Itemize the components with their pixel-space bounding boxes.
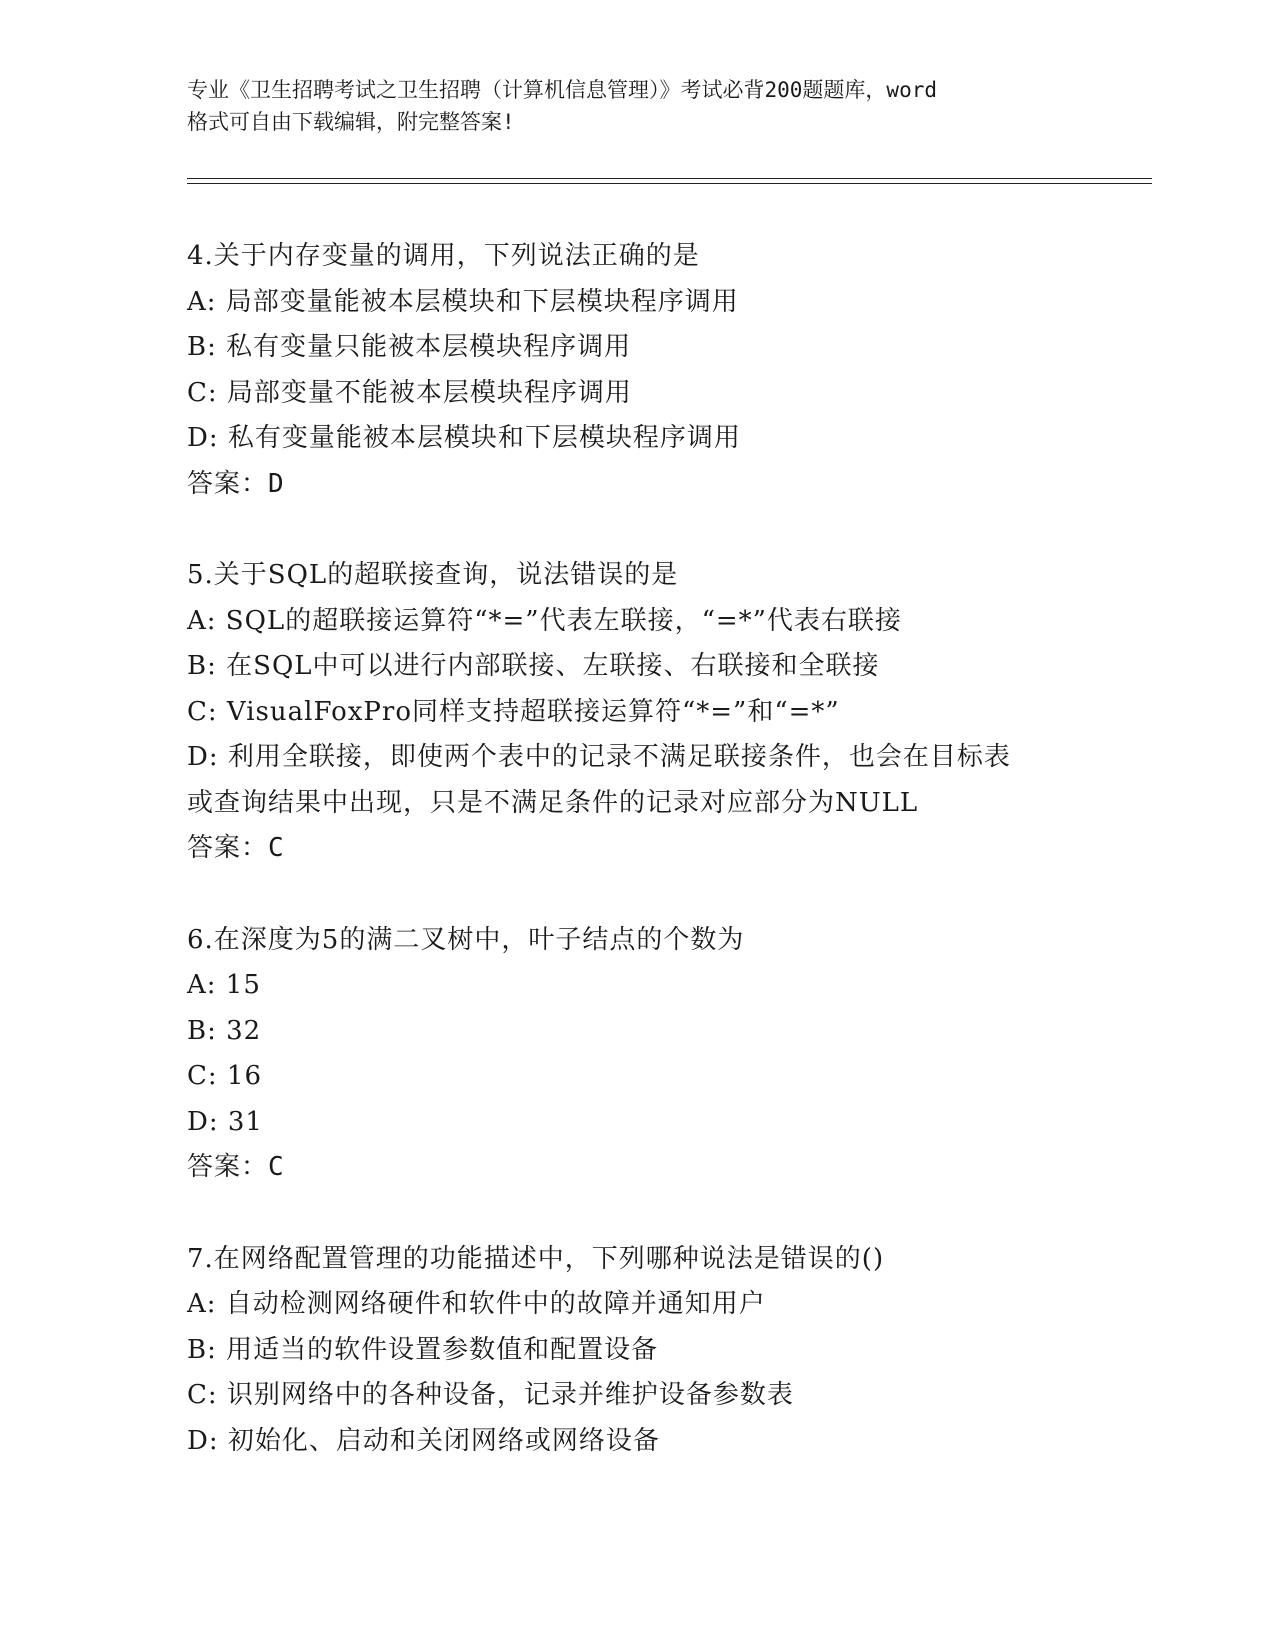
answer <box>187 826 1147 872</box>
header-title-line-1: 专业《卫生招聘考试之卫生招聘（计算机信息管理）》考试必背200题题库，word <box>187 78 937 102</box>
answer <box>187 462 1147 508</box>
answer-value: D <box>268 468 285 499</box>
option-d: D: 31 <box>187 1106 263 1137</box>
option-a: A: SQL的超联接运算符“*=”代表左联接，“=*”代表右联接 <box>187 605 902 636</box>
option-a: A: 15 <box>187 970 261 1000</box>
answer-value: C <box>268 833 285 863</box>
answer-label: 答案： <box>187 468 269 499</box>
option-a: A: 局部变量能被本层模块和下层模块程序调用 <box>187 286 739 317</box>
option-c: C: VisualFoxPro同样支持超联接运算符“*=”和“=*” <box>187 696 840 727</box>
question-stem: 4.关于内存变量的调用，下列说法正确的是 <box>187 241 700 271</box>
option-b: B: 32 <box>187 1015 262 1046</box>
answer-label: 答案： <box>187 1152 269 1182</box>
question-list <box>187 234 1147 1510</box>
option-d: D: 利用全联接，即使两个表中的记录不满足联接条件，也会在目标表 <box>187 742 1011 772</box>
option-c: C: 16 <box>187 1061 263 1091</box>
question-7 <box>187 1237 1147 1465</box>
question-6 <box>187 918 1147 1191</box>
option-d-continued: 或查询结果中出现，只是不满足条件的记录对应部分为NULL <box>187 787 919 818</box>
question-stem: 5.关于SQL的超联接查询，说法错误的是 <box>187 560 679 590</box>
option-b: B: 在SQL中可以进行内部联接、左联接、右联接和全联接 <box>187 651 880 681</box>
header-divider-top <box>187 178 1152 179</box>
option-b: B: 私有变量只能被本层模块程序调用 <box>187 332 632 362</box>
document-header <box>187 74 1087 138</box>
header-title-line-2: 格式可自由下载编辑，附完整答案! <box>187 110 515 134</box>
question-4 <box>187 234 1147 507</box>
option-a: A: 自动检测网络硬件和软件中的故障并通知用户 <box>187 1289 766 1319</box>
option-c: C: 识别网络中的各种设备，记录并维护设备参数表 <box>187 1380 794 1410</box>
question-stem: 6.在深度为5的满二叉树中，叶子结点的个数为 <box>187 924 745 955</box>
option-d: D: 私有变量能被本层模块和下层模块程序调用 <box>187 423 741 453</box>
option-b: B: 用适当的软件设置参数值和配置设备 <box>187 1334 659 1365</box>
answer-value: C <box>268 1152 285 1182</box>
option-c: C: 局部变量不能被本层模块程序调用 <box>187 377 632 408</box>
option-d: D: 初始化、启动和关闭网络或网络设备 <box>187 1425 660 1456</box>
answer <box>187 1145 1147 1191</box>
question-5 <box>187 553 1147 872</box>
header-divider-bottom <box>187 183 1152 184</box>
question-stem: 7.在网络配置管理的功能描述中，下列哪种说法是错误的() <box>187 1243 885 1274</box>
answer-label: 答案： <box>187 833 269 863</box>
